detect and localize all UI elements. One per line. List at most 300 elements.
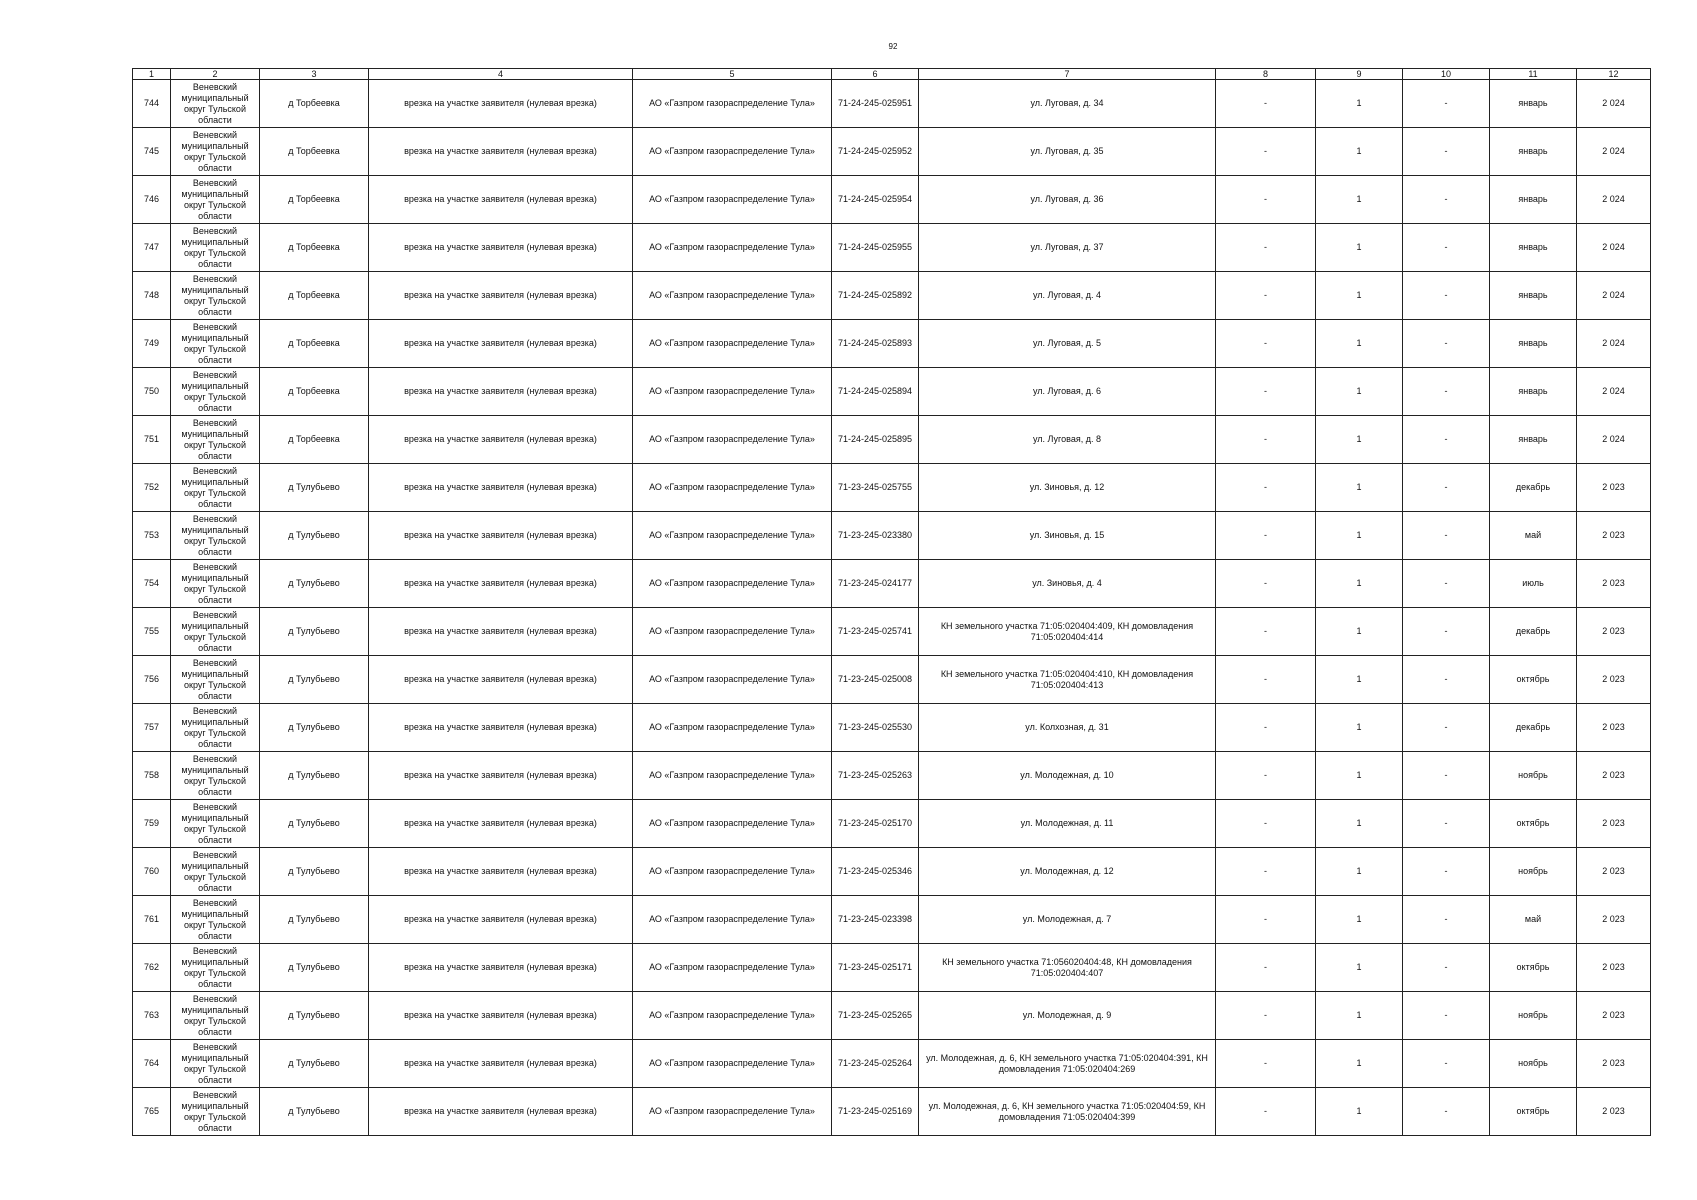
year-cell: 2 023	[1577, 848, 1651, 896]
locality-cell: д Тулубьево	[260, 944, 369, 992]
column-10-cell: -	[1403, 608, 1490, 656]
quantity-cell: 1	[1316, 848, 1403, 896]
year-cell: 2 023	[1577, 704, 1651, 752]
column-header: 8	[1216, 69, 1316, 80]
row-number-cell: 759	[133, 800, 171, 848]
locality-cell: д Тулубьево	[260, 608, 369, 656]
column-10-cell: -	[1403, 224, 1490, 272]
month-cell: май	[1490, 896, 1577, 944]
quantity-cell: 1	[1316, 560, 1403, 608]
object-code-cell: 71-24-245-025893	[832, 320, 919, 368]
column-10-cell: -	[1403, 896, 1490, 944]
month-cell: ноябрь	[1490, 992, 1577, 1040]
table-row	[133, 416, 1651, 464]
quantity-cell: 1	[1316, 1088, 1403, 1136]
locality-cell: д Тулубьево	[260, 800, 369, 848]
page-number: 92	[888, 42, 898, 51]
column-10-cell: -	[1403, 848, 1490, 896]
organization-cell: АО «Газпром газораспределение Тула»	[633, 512, 832, 560]
quantity-cell: 1	[1316, 128, 1403, 176]
quantity-cell: 1	[1316, 176, 1403, 224]
year-cell: 2 024	[1577, 368, 1651, 416]
object-code-cell: 71-23-245-025170	[832, 800, 919, 848]
address-cell: ул. Молодежная, д. 11	[919, 800, 1216, 848]
month-cell: май	[1490, 512, 1577, 560]
work-type-cell: врезка на участке заявителя (нулевая врезка)	[369, 656, 633, 704]
municipality-cell: Веневский муниципальный округ Тульской области	[171, 368, 260, 416]
column-8-cell: -	[1216, 848, 1316, 896]
month-cell: январь	[1490, 416, 1577, 464]
month-cell: декабрь	[1490, 608, 1577, 656]
municipality-cell: Веневский муниципальный округ Тульской области	[171, 800, 260, 848]
locality-cell: д Тулубьево	[260, 1088, 369, 1136]
address-cell: ул. Молодежная, д. 6, КН земельного участка 71:05:020404:59, КН домовладения 71:05:020404:399	[919, 1088, 1216, 1136]
row-number-cell: 755	[133, 608, 171, 656]
month-cell: октябрь	[1490, 944, 1577, 992]
quantity-cell: 1	[1316, 368, 1403, 416]
column-10-cell: -	[1403, 992, 1490, 1040]
work-type-cell: врезка на участке заявителя (нулевая врезка)	[369, 1040, 633, 1088]
object-code-cell: 71-24-245-025952	[832, 128, 919, 176]
row-number-cell: 756	[133, 656, 171, 704]
header-row	[133, 69, 1651, 80]
row-number-cell: 763	[133, 992, 171, 1040]
quantity-cell: 1	[1316, 752, 1403, 800]
locality-cell: д Тулубьево	[260, 1040, 369, 1088]
row-number-cell: 754	[133, 560, 171, 608]
quantity-cell: 1	[1316, 704, 1403, 752]
column-10-cell: -	[1403, 704, 1490, 752]
organization-cell: АО «Газпром газораспределение Тула»	[633, 704, 832, 752]
quantity-cell: 1	[1316, 416, 1403, 464]
month-cell: январь	[1490, 320, 1577, 368]
locality-cell: д Тулубьево	[260, 656, 369, 704]
year-cell: 2 023	[1577, 560, 1651, 608]
row-number-cell: 751	[133, 416, 171, 464]
work-type-cell: врезка на участке заявителя (нулевая врезка)	[369, 1088, 633, 1136]
year-cell: 2 024	[1577, 320, 1651, 368]
month-cell: декабрь	[1490, 464, 1577, 512]
object-code-cell: 71-24-245-025954	[832, 176, 919, 224]
organization-cell: АО «Газпром газораспределение Тула»	[633, 848, 832, 896]
object-code-cell: 71-23-245-023380	[832, 512, 919, 560]
address-cell: ул. Зиновья, д. 15	[919, 512, 1216, 560]
row-number-cell: 750	[133, 368, 171, 416]
year-cell: 2 023	[1577, 1088, 1651, 1136]
organization-cell: АО «Газпром газораспределение Тула»	[633, 896, 832, 944]
quantity-cell: 1	[1316, 224, 1403, 272]
column-8-cell: -	[1216, 944, 1316, 992]
locality-cell: д Тулубьево	[260, 560, 369, 608]
address-cell: ул. Молодежная, д. 9	[919, 992, 1216, 1040]
municipality-cell: Веневский муниципальный округ Тульской области	[171, 752, 260, 800]
municipality-cell: Веневский муниципальный округ Тульской области	[171, 464, 260, 512]
municipality-cell: Веневский муниципальный округ Тульской области	[171, 320, 260, 368]
column-header: 12	[1577, 69, 1651, 80]
table-row	[133, 80, 1651, 128]
municipality-cell: Веневский муниципальный округ Тульской области	[171, 656, 260, 704]
object-code-cell: 71-24-245-025895	[832, 416, 919, 464]
row-number-cell: 746	[133, 176, 171, 224]
year-cell: 2 024	[1577, 176, 1651, 224]
month-cell: декабрь	[1490, 704, 1577, 752]
organization-cell: АО «Газпром газораспределение Тула»	[633, 368, 832, 416]
column-10-cell: -	[1403, 800, 1490, 848]
column-8-cell: -	[1216, 896, 1316, 944]
column-header: 4	[369, 69, 633, 80]
organization-cell: АО «Газпром газораспределение Тула»	[633, 176, 832, 224]
month-cell: октябрь	[1490, 800, 1577, 848]
year-cell: 2 023	[1577, 800, 1651, 848]
organization-cell: АО «Газпром газораспределение Тула»	[633, 128, 832, 176]
column-8-cell: -	[1216, 464, 1316, 512]
year-cell: 2 023	[1577, 464, 1651, 512]
month-cell: октябрь	[1490, 656, 1577, 704]
work-type-cell: врезка на участке заявителя (нулевая врезка)	[369, 704, 633, 752]
work-type-cell: врезка на участке заявителя (нулевая врезка)	[369, 464, 633, 512]
column-10-cell: -	[1403, 80, 1490, 128]
municipality-cell: Веневский муниципальный округ Тульской области	[171, 1040, 260, 1088]
year-cell: 2 024	[1577, 80, 1651, 128]
column-8-cell: -	[1216, 560, 1316, 608]
column-8-cell: -	[1216, 992, 1316, 1040]
table-row	[133, 1088, 1651, 1136]
column-8-cell: -	[1216, 272, 1316, 320]
municipality-cell: Веневский муниципальный округ Тульской области	[171, 560, 260, 608]
locality-cell: д Тулубьево	[260, 896, 369, 944]
address-cell: ул. Луговая, д. 37	[919, 224, 1216, 272]
column-header: 3	[260, 69, 369, 80]
locality-cell: д Торбеевка	[260, 272, 369, 320]
table-row	[133, 176, 1651, 224]
municipality-cell: Веневский муниципальный округ Тульской области	[171, 944, 260, 992]
column-8-cell: -	[1216, 752, 1316, 800]
column-header: 2	[171, 69, 260, 80]
locality-cell: д Торбеевка	[260, 416, 369, 464]
organization-cell: АО «Газпром газораспределение Тула»	[633, 560, 832, 608]
column-10-cell: -	[1403, 1040, 1490, 1088]
table-row	[133, 128, 1651, 176]
organization-cell: АО «Газпром газораспределение Тула»	[633, 752, 832, 800]
table-row	[133, 752, 1651, 800]
municipality-cell: Веневский муниципальный округ Тульской области	[171, 992, 260, 1040]
work-type-cell: врезка на участке заявителя (нулевая врезка)	[369, 224, 633, 272]
month-cell: январь	[1490, 176, 1577, 224]
row-number-cell: 745	[133, 128, 171, 176]
municipality-cell: Веневский муниципальный округ Тульской области	[171, 80, 260, 128]
quantity-cell: 1	[1316, 608, 1403, 656]
quantity-cell: 1	[1316, 320, 1403, 368]
column-8-cell: -	[1216, 1040, 1316, 1088]
column-header: 7	[919, 69, 1216, 80]
row-number-cell: 765	[133, 1088, 171, 1136]
table-row	[133, 368, 1651, 416]
address-cell: ул. Луговая, д. 5	[919, 320, 1216, 368]
year-cell: 2 024	[1577, 416, 1651, 464]
column-10-cell: -	[1403, 176, 1490, 224]
column-10-cell: -	[1403, 416, 1490, 464]
address-cell: ул. Луговая, д. 4	[919, 272, 1216, 320]
column-8-cell: -	[1216, 320, 1316, 368]
table-row	[133, 512, 1651, 560]
quantity-cell: 1	[1316, 1040, 1403, 1088]
year-cell: 2 024	[1577, 224, 1651, 272]
row-number-cell: 752	[133, 464, 171, 512]
quantity-cell: 1	[1316, 944, 1403, 992]
municipality-cell: Веневский муниципальный округ Тульской области	[171, 416, 260, 464]
column-10-cell: -	[1403, 464, 1490, 512]
column-8-cell: -	[1216, 368, 1316, 416]
quantity-cell: 1	[1316, 992, 1403, 1040]
object-code-cell: 71-23-245-025263	[832, 752, 919, 800]
municipality-cell: Веневский муниципальный округ Тульской области	[171, 704, 260, 752]
address-cell: ул. Луговая, д. 34	[919, 80, 1216, 128]
year-cell: 2 023	[1577, 512, 1651, 560]
column-10-cell: -	[1403, 944, 1490, 992]
quantity-cell: 1	[1316, 512, 1403, 560]
column-10-cell: -	[1403, 368, 1490, 416]
column-header: 9	[1316, 69, 1403, 80]
object-code-cell: 71-23-245-024177	[832, 560, 919, 608]
organization-cell: АО «Газпром газораспределение Тула»	[633, 80, 832, 128]
object-code-cell: 71-23-245-025755	[832, 464, 919, 512]
column-10-cell: -	[1403, 272, 1490, 320]
table-row	[133, 896, 1651, 944]
work-type-cell: врезка на участке заявителя (нулевая врезка)	[369, 368, 633, 416]
work-type-cell: врезка на участке заявителя (нулевая врезка)	[369, 320, 633, 368]
column-10-cell: -	[1403, 512, 1490, 560]
quantity-cell: 1	[1316, 800, 1403, 848]
organization-cell: АО «Газпром газораспределение Тула»	[633, 416, 832, 464]
municipality-cell: Веневский муниципальный округ Тульской области	[171, 512, 260, 560]
organization-cell: АО «Газпром газораспределение Тула»	[633, 1088, 832, 1136]
work-type-cell: врезка на участке заявителя (нулевая врезка)	[369, 128, 633, 176]
organization-cell: АО «Газпром газораспределение Тула»	[633, 656, 832, 704]
address-cell: КН земельного участка 71:056020404:48, КН домовладения 71:05:020404:407	[919, 944, 1216, 992]
object-code-cell: 71-23-245-025008	[832, 656, 919, 704]
object-code-cell: 71-24-245-025894	[832, 368, 919, 416]
locality-cell: д Торбеевка	[260, 128, 369, 176]
row-number-cell: 761	[133, 896, 171, 944]
column-10-cell: -	[1403, 1088, 1490, 1136]
object-code-cell: 71-23-245-025346	[832, 848, 919, 896]
row-number-cell: 758	[133, 752, 171, 800]
column-8-cell: -	[1216, 128, 1316, 176]
municipality-cell: Веневский муниципальный округ Тульской области	[171, 176, 260, 224]
data-table	[132, 68, 1651, 1136]
table-row	[133, 656, 1651, 704]
address-cell: ул. Луговая, д. 35	[919, 128, 1216, 176]
month-cell: январь	[1490, 224, 1577, 272]
object-code-cell: 71-24-245-025955	[832, 224, 919, 272]
object-code-cell: 71-24-245-025892	[832, 272, 919, 320]
table-row	[133, 704, 1651, 752]
address-cell: ул. Молодежная, д. 7	[919, 896, 1216, 944]
month-cell: январь	[1490, 368, 1577, 416]
work-type-cell: врезка на участке заявителя (нулевая врезка)	[369, 176, 633, 224]
organization-cell: АО «Газпром газораспределение Тула»	[633, 224, 832, 272]
row-number-cell: 747	[133, 224, 171, 272]
organization-cell: АО «Газпром газораспределение Тула»	[633, 1040, 832, 1088]
year-cell: 2 023	[1577, 656, 1651, 704]
column-8-cell: -	[1216, 800, 1316, 848]
object-code-cell: 71-23-245-025169	[832, 1088, 919, 1136]
municipality-cell: Веневский муниципальный округ Тульской области	[171, 128, 260, 176]
municipality-cell: Веневский муниципальный округ Тульской области	[171, 896, 260, 944]
address-cell: ул. Колхозная, д. 31	[919, 704, 1216, 752]
column-header: 10	[1403, 69, 1490, 80]
locality-cell: д Тулубьево	[260, 752, 369, 800]
year-cell: 2 023	[1577, 1040, 1651, 1088]
month-cell: ноябрь	[1490, 752, 1577, 800]
municipality-cell: Веневский муниципальный округ Тульской области	[171, 224, 260, 272]
column-10-cell: -	[1403, 656, 1490, 704]
column-8-cell: -	[1216, 512, 1316, 560]
locality-cell: д Тулубьево	[260, 464, 369, 512]
address-cell: ул. Луговая, д. 36	[919, 176, 1216, 224]
object-code-cell: 71-23-245-025741	[832, 608, 919, 656]
table-row	[133, 944, 1651, 992]
work-type-cell: врезка на участке заявителя (нулевая врезка)	[369, 848, 633, 896]
month-cell: январь	[1490, 80, 1577, 128]
address-cell: КН земельного участка 71:05:020404:409, КН домовладения 71:05:020404:414	[919, 608, 1216, 656]
address-cell: КН земельного участка 71:05:020404:410, КН домовладения 71:05:020404:413	[919, 656, 1216, 704]
column-8-cell: -	[1216, 224, 1316, 272]
organization-cell: АО «Газпром газораспределение Тула»	[633, 608, 832, 656]
municipality-cell: Веневский муниципальный округ Тульской области	[171, 272, 260, 320]
table-body	[133, 80, 1651, 1136]
locality-cell: д Торбеевка	[260, 176, 369, 224]
object-code-cell: 71-24-245-025951	[832, 80, 919, 128]
row-number-cell: 760	[133, 848, 171, 896]
organization-cell: АО «Газпром газораспределение Тула»	[633, 800, 832, 848]
year-cell: 2 024	[1577, 128, 1651, 176]
column-header: 11	[1490, 69, 1577, 80]
organization-cell: АО «Газпром газораспределение Тула»	[633, 272, 832, 320]
column-8-cell: -	[1216, 416, 1316, 464]
year-cell: 2 023	[1577, 992, 1651, 1040]
object-code-cell: 71-23-245-023398	[832, 896, 919, 944]
table-row	[133, 224, 1651, 272]
object-code-cell: 71-23-245-025265	[832, 992, 919, 1040]
organization-cell: АО «Газпром газораспределение Тула»	[633, 464, 832, 512]
column-10-cell: -	[1403, 128, 1490, 176]
work-type-cell: врезка на участке заявителя (нулевая врезка)	[369, 752, 633, 800]
work-type-cell: врезка на участке заявителя (нулевая врезка)	[369, 416, 633, 464]
row-number-cell: 762	[133, 944, 171, 992]
object-code-cell: 71-23-245-025171	[832, 944, 919, 992]
work-type-cell: врезка на участке заявителя (нулевая врезка)	[369, 896, 633, 944]
locality-cell: д Тулубьево	[260, 512, 369, 560]
row-number-cell: 753	[133, 512, 171, 560]
table-row	[133, 848, 1651, 896]
municipality-cell: Веневский муниципальный округ Тульской области	[171, 848, 260, 896]
column-8-cell: -	[1216, 704, 1316, 752]
address-cell: ул. Молодежная, д. 10	[919, 752, 1216, 800]
column-10-cell: -	[1403, 320, 1490, 368]
column-header: 1	[133, 69, 171, 80]
column-10-cell: -	[1403, 560, 1490, 608]
quantity-cell: 1	[1316, 464, 1403, 512]
table-row	[133, 320, 1651, 368]
column-8-cell: -	[1216, 656, 1316, 704]
locality-cell: д Торбеевка	[260, 224, 369, 272]
column-8-cell: -	[1216, 176, 1316, 224]
year-cell: 2 023	[1577, 752, 1651, 800]
address-cell: ул. Зиновья, д. 12	[919, 464, 1216, 512]
locality-cell: д Тулубьево	[260, 992, 369, 1040]
work-type-cell: врезка на участке заявителя (нулевая врезка)	[369, 272, 633, 320]
locality-cell: д Тулубьево	[260, 704, 369, 752]
table-row	[133, 464, 1651, 512]
month-cell: январь	[1490, 128, 1577, 176]
quantity-cell: 1	[1316, 656, 1403, 704]
quantity-cell: 1	[1316, 80, 1403, 128]
table-row	[133, 1040, 1651, 1088]
address-cell: ул. Зиновья, д. 4	[919, 560, 1216, 608]
work-type-cell: врезка на участке заявителя (нулевая врезка)	[369, 800, 633, 848]
table-row	[133, 608, 1651, 656]
municipality-cell: Веневский муниципальный округ Тульской области	[171, 608, 260, 656]
month-cell: октябрь	[1490, 1088, 1577, 1136]
month-cell: ноябрь	[1490, 1040, 1577, 1088]
column-8-cell: -	[1216, 80, 1316, 128]
municipality-cell: Веневский муниципальный округ Тульской области	[171, 1088, 260, 1136]
column-header: 5	[633, 69, 832, 80]
address-cell: ул. Луговая, д. 6	[919, 368, 1216, 416]
column-8-cell: -	[1216, 608, 1316, 656]
year-cell: 2 024	[1577, 272, 1651, 320]
row-number-cell: 744	[133, 80, 171, 128]
column-10-cell: -	[1403, 752, 1490, 800]
work-type-cell: врезка на участке заявителя (нулевая врезка)	[369, 608, 633, 656]
table-row	[133, 560, 1651, 608]
work-type-cell: врезка на участке заявителя (нулевая врезка)	[369, 80, 633, 128]
column-8-cell: -	[1216, 1088, 1316, 1136]
object-code-cell: 71-23-245-025264	[832, 1040, 919, 1088]
work-type-cell: врезка на участке заявителя (нулевая врезка)	[369, 512, 633, 560]
work-type-cell: врезка на участке заявителя (нулевая врезка)	[369, 560, 633, 608]
table-row	[133, 800, 1651, 848]
work-type-cell: врезка на участке заявителя (нулевая врезка)	[369, 992, 633, 1040]
locality-cell: д Торбеевка	[260, 368, 369, 416]
quantity-cell: 1	[1316, 272, 1403, 320]
month-cell: январь	[1490, 272, 1577, 320]
month-cell: июль	[1490, 560, 1577, 608]
row-number-cell: 764	[133, 1040, 171, 1088]
year-cell: 2 023	[1577, 944, 1651, 992]
address-cell: ул. Молодежная, д. 6, КН земельного участка 71:05:020404:391, КН домовладения 71:05:020404:269	[919, 1040, 1216, 1088]
quantity-cell: 1	[1316, 896, 1403, 944]
year-cell: 2 023	[1577, 896, 1651, 944]
object-code-cell: 71-23-245-025530	[832, 704, 919, 752]
locality-cell: д Тулубьево	[260, 848, 369, 896]
locality-cell: д Торбеевка	[260, 80, 369, 128]
organization-cell: АО «Газпром газораспределение Тула»	[633, 992, 832, 1040]
organization-cell: АО «Газпром газораспределение Тула»	[633, 944, 832, 992]
row-number-cell: 749	[133, 320, 171, 368]
work-type-cell: врезка на участке заявителя (нулевая врезка)	[369, 944, 633, 992]
year-cell: 2 023	[1577, 608, 1651, 656]
address-cell: ул. Молодежная, д. 12	[919, 848, 1216, 896]
organization-cell: АО «Газпром газораспределение Тула»	[633, 320, 832, 368]
locality-cell: д Торбеевка	[260, 320, 369, 368]
column-header: 6	[832, 69, 919, 80]
month-cell: ноябрь	[1490, 848, 1577, 896]
address-cell: ул. Луговая, д. 8	[919, 416, 1216, 464]
table-row	[133, 272, 1651, 320]
row-number-cell: 757	[133, 704, 171, 752]
